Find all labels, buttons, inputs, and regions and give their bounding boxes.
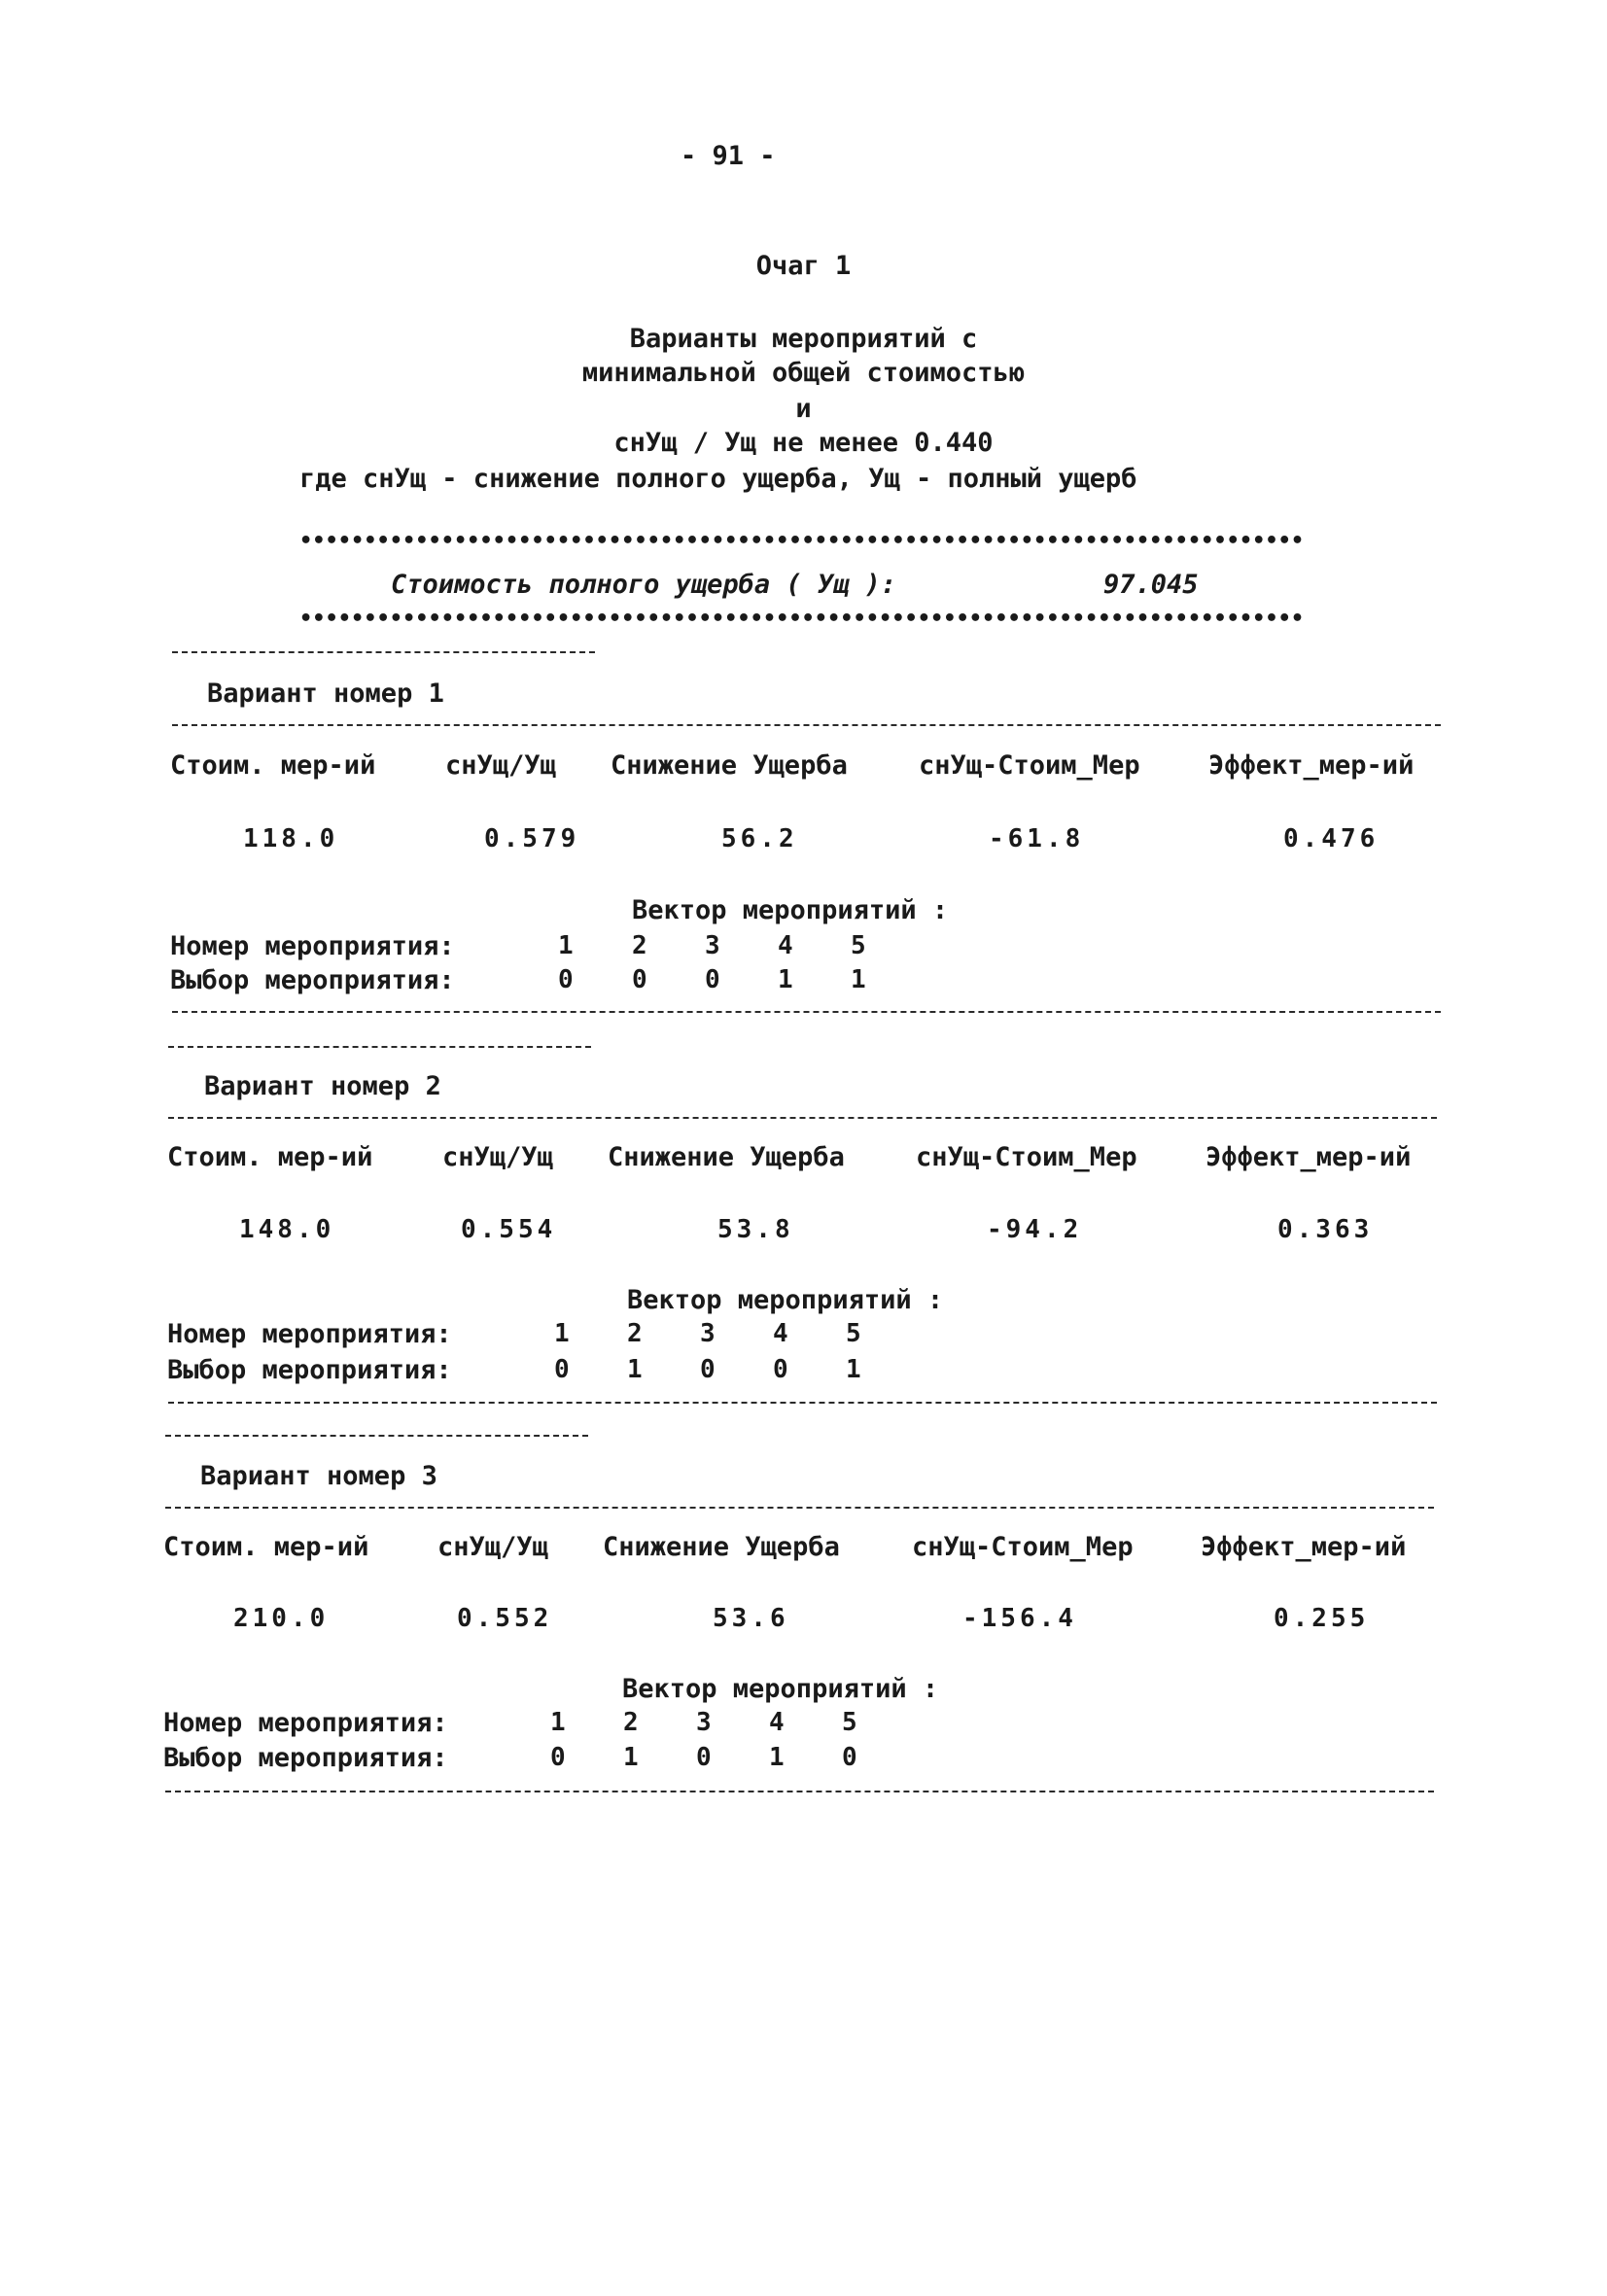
number-3: 3	[705, 931, 724, 960]
separator	[165, 1507, 1434, 1509]
value-cost: 148.0	[239, 1215, 335, 1244]
choice-1: 0	[558, 965, 577, 994]
choice-2: 1	[627, 1355, 646, 1384]
col-cost: Стоим. мер-ий	[163, 1532, 369, 1562]
col-diff: снУщ-Стоим_Мер	[916, 1142, 1137, 1172]
short-separator	[172, 651, 595, 653]
dotted-separator-top: ••••••••••••••••••••••••••••••••••••••••••••••••••••••••••••••••••••••••••••••	[299, 529, 1305, 553]
choice-5: 1	[851, 965, 870, 994]
number-2: 2	[632, 931, 651, 960]
number-3: 3	[700, 1319, 719, 1348]
choice-label: Выбор мероприятия:	[163, 1743, 448, 1773]
separator	[168, 1402, 1437, 1404]
choice-3: 0	[696, 1743, 716, 1772]
col-effect: Эффект_мер-ий	[1208, 750, 1415, 781]
value-effect: 0.476	[1283, 824, 1380, 853]
value-ratio: 0.552	[457, 1604, 553, 1633]
choice-5: 1	[846, 1355, 865, 1384]
number-5: 5	[851, 931, 870, 960]
variant-label: Вариант номер 1	[207, 678, 444, 709]
number-label: Номер мероприятия:	[167, 1319, 452, 1349]
full-damage-label: Стоимость полного ущерба ( Ущ ):	[391, 570, 897, 600]
short-separator	[168, 1046, 591, 1048]
value-effect: 0.255	[1274, 1604, 1370, 1633]
heading-line-4: снУщ / Ущ не менее 0.440	[613, 428, 994, 458]
page-number: - 91 -	[681, 141, 776, 171]
choice-4: 1	[769, 1743, 788, 1772]
choice-2: 1	[623, 1743, 643, 1772]
value-ratio: 0.579	[484, 824, 580, 853]
variant-label: Вариант номер 2	[204, 1071, 441, 1101]
col-diff: снУщ-Стоим_Мер	[912, 1532, 1134, 1562]
separator	[172, 1011, 1441, 1013]
number-5: 5	[846, 1319, 865, 1348]
number-2: 2	[623, 1708, 643, 1737]
number-1: 1	[554, 1319, 574, 1348]
choice-1: 0	[550, 1743, 570, 1772]
col-ratio: снУщ/Ущ	[445, 750, 556, 781]
focus-title: Очаг 1	[755, 251, 852, 281]
heading-line-2: минимальной общей стоимостью	[581, 358, 1026, 388]
heading-line-1: Варианты мероприятий с	[629, 324, 978, 354]
col-cost: Стоим. мер-ий	[170, 750, 376, 781]
number-3: 3	[696, 1708, 716, 1737]
number-label: Номер мероприятия:	[163, 1708, 448, 1738]
heading-line-5: где снУщ - снижение полного ущерба, Ущ - полный ущерб	[299, 464, 1137, 494]
number-4: 4	[773, 1319, 792, 1348]
number-2: 2	[627, 1319, 646, 1348]
number-5: 5	[842, 1708, 861, 1737]
choice-2: 0	[632, 965, 651, 994]
choice-4: 0	[773, 1355, 792, 1384]
number-label: Номер мероприятия:	[170, 931, 455, 961]
full-damage-value: 97.045	[1103, 570, 1199, 600]
number-1: 1	[558, 931, 577, 960]
choice-5: 0	[842, 1743, 861, 1772]
choice-label: Выбор мероприятия:	[167, 1355, 452, 1385]
choice-1: 0	[554, 1355, 574, 1384]
col-reduction: Снижение Ущерба	[608, 1142, 845, 1172]
col-ratio: снУщ/Ущ	[442, 1142, 553, 1172]
heading-line-3: и	[795, 394, 812, 424]
value-reduction: 56.2	[721, 824, 798, 853]
dotted-separator-bottom: ••••••••••••••••••••••••••••••••••••••••••••••••••••••••••••••••••••••••••••••	[299, 607, 1305, 631]
col-effect: Эффект_мер-ий	[1205, 1142, 1412, 1172]
value-cost: 210.0	[233, 1604, 330, 1633]
value-cost: 118.0	[243, 824, 339, 853]
value-reduction: 53.6	[713, 1604, 789, 1633]
value-reduction: 53.8	[717, 1215, 794, 1244]
choice-4: 1	[778, 965, 797, 994]
choice-3: 0	[700, 1355, 719, 1384]
variant-label: Вариант номер 3	[200, 1461, 437, 1491]
number-4: 4	[769, 1708, 788, 1737]
value-effect: 0.363	[1277, 1215, 1374, 1244]
col-reduction: Снижение Ущерба	[603, 1532, 840, 1562]
value-ratio: 0.554	[461, 1215, 557, 1244]
col-diff: снУщ-Стоим_Мер	[919, 750, 1140, 781]
separator	[172, 724, 1441, 726]
separator	[165, 1791, 1434, 1792]
vector-title: Вектор мероприятий :	[622, 1674, 939, 1704]
col-cost: Стоим. мер-ий	[167, 1142, 373, 1172]
separator	[168, 1117, 1437, 1119]
col-effect: Эффект_мер-ий	[1201, 1532, 1407, 1562]
value-diff: -94.2	[987, 1215, 1083, 1244]
number-1: 1	[550, 1708, 570, 1737]
number-4: 4	[778, 931, 797, 960]
col-reduction: Снижение Ущерба	[611, 750, 848, 781]
vector-title: Вектор мероприятий :	[632, 895, 949, 925]
col-ratio: снУщ/Ущ	[437, 1532, 548, 1562]
choice-label: Выбор мероприятия:	[170, 965, 455, 995]
short-separator	[165, 1435, 588, 1437]
value-diff: -61.8	[989, 824, 1085, 853]
vector-title: Вектор мероприятий :	[627, 1285, 944, 1315]
value-diff: -156.4	[962, 1604, 1077, 1633]
choice-3: 0	[705, 965, 724, 994]
